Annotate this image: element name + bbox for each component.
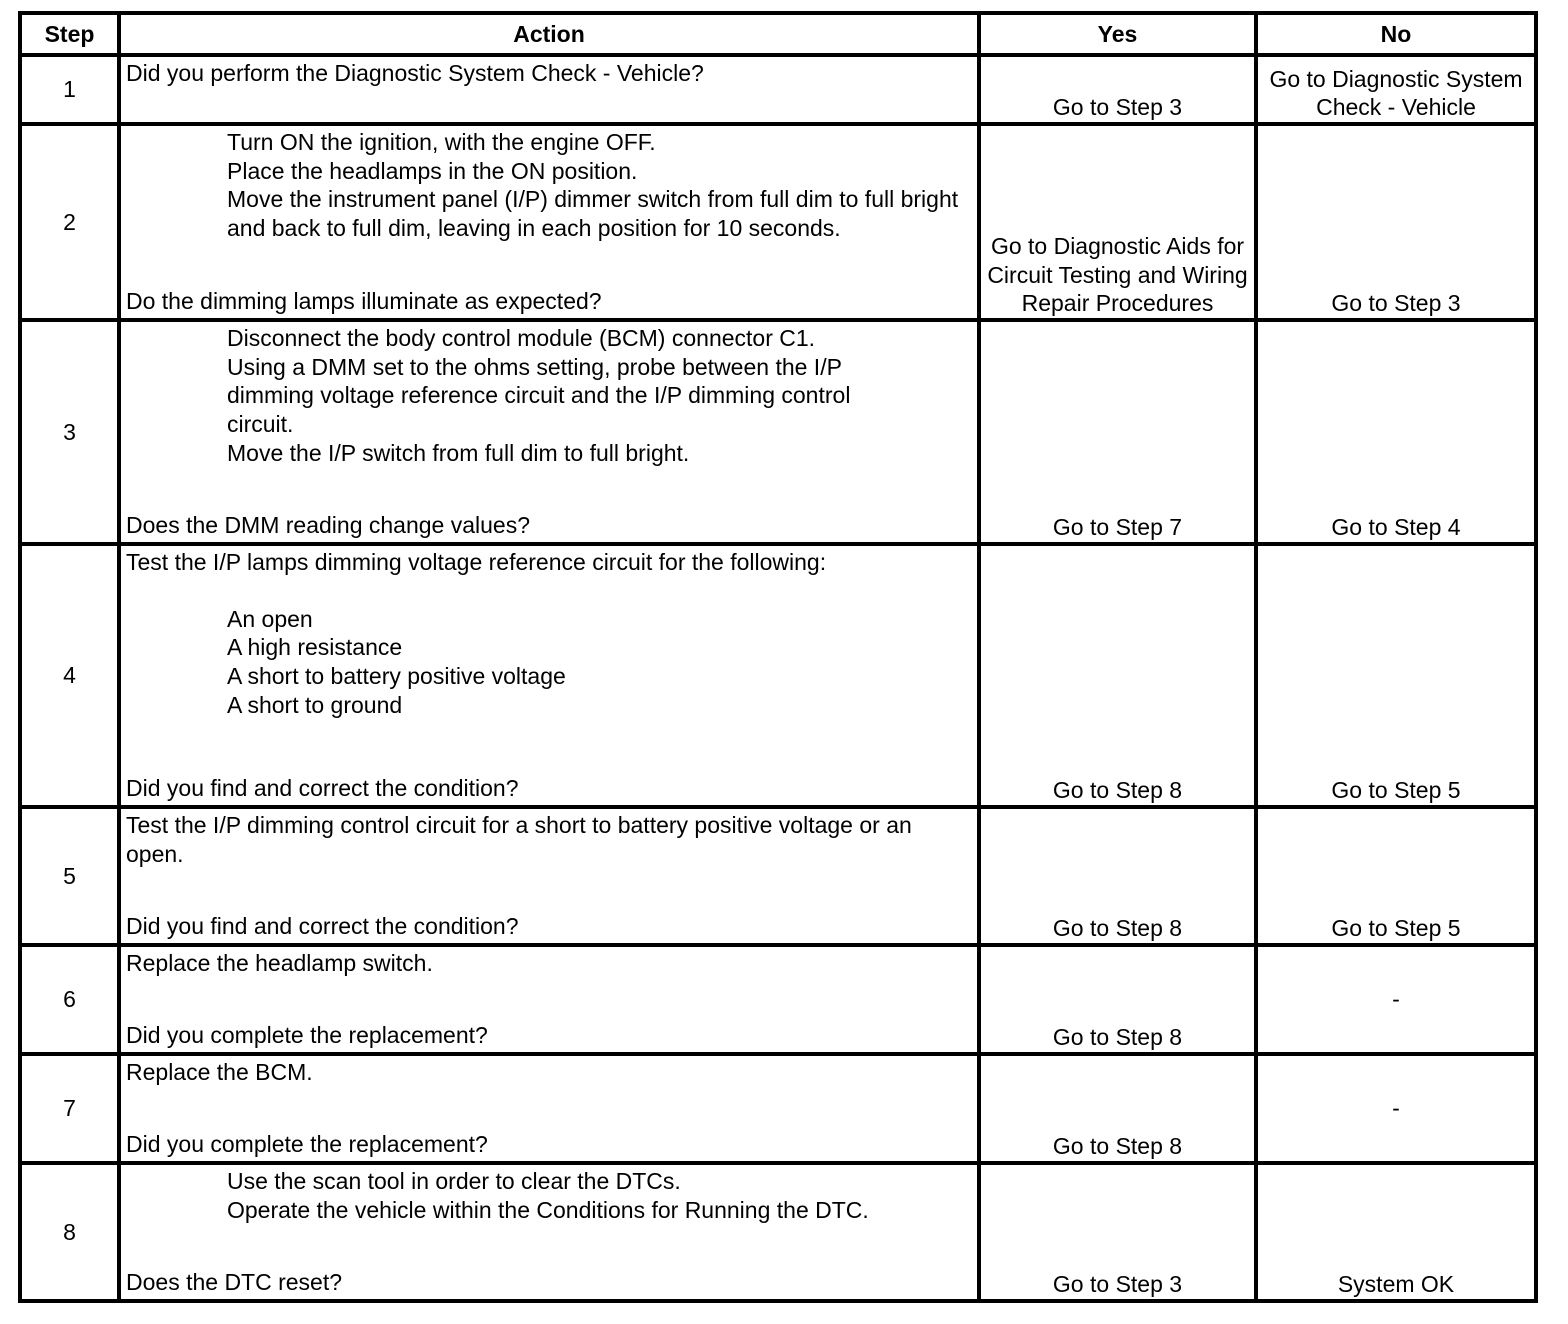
no-cell: Go to Step 4 xyxy=(1256,320,1536,544)
action-text: Replace the headlamp switch. xyxy=(126,950,433,976)
no-cell: Go to Step 3 xyxy=(1256,124,1536,320)
no-cell: Go to Step 5 xyxy=(1256,544,1536,807)
action-cell xyxy=(119,544,979,807)
action-cell xyxy=(119,124,979,320)
no-cell: Go to Step 5 xyxy=(1256,807,1536,945)
action-item: A short to battery positive voltage xyxy=(227,663,566,690)
action-item: Using a DMM set to the ohms setting, probe between the I/P dimming voltage reference circuit and the I/P dimming control circuit. xyxy=(227,353,851,438)
table-row xyxy=(20,1163,1536,1301)
action-cell xyxy=(119,1054,979,1163)
no-cell: - xyxy=(1256,945,1536,1054)
no-cell: Go to Diagnostic System Check - Vehicle xyxy=(1256,55,1536,124)
action-item: An open xyxy=(227,605,313,632)
step-number: 4 xyxy=(20,544,119,807)
action-question: Does the DTC reset? xyxy=(126,1269,343,1296)
table-row xyxy=(20,320,1536,544)
action-cell xyxy=(119,1163,979,1301)
table-row xyxy=(20,55,1536,124)
yes-cell: Go to Step 8 xyxy=(979,544,1256,807)
header-step: Step xyxy=(20,13,119,55)
no-cell: System OK xyxy=(1256,1163,1536,1301)
table-row xyxy=(20,124,1536,320)
action-question: Did you find and correct the condition? xyxy=(126,913,519,940)
yes-cell: Go to Step 8 xyxy=(979,1054,1256,1163)
header-yes: Yes xyxy=(979,13,1256,55)
action-item: Place the headlamps in the ON position. xyxy=(227,157,638,184)
action-question: Did you complete the replacement? xyxy=(126,1131,488,1158)
action-cell xyxy=(119,320,979,544)
header-row xyxy=(20,13,1536,55)
action-item: Operate the vehicle within the Conditions for Running the DTC. xyxy=(227,1196,869,1223)
action-item: Turn ON the ignition, with the engine OFF. xyxy=(227,129,656,155)
header-action: Action xyxy=(119,13,979,55)
action-cell xyxy=(119,55,979,124)
action-item: Use the scan tool in order to clear the DTCs. xyxy=(227,1168,681,1194)
step-number: 2 xyxy=(20,124,119,320)
action-text: Test the I/P dimming control circuit for a short to battery positive voltage or an open. xyxy=(126,812,912,867)
step-number: 8 xyxy=(20,1163,119,1301)
action-question: Did you complete the replacement? xyxy=(126,1022,488,1049)
action-text: Replace the BCM. xyxy=(126,1059,313,1085)
step-number: 7 xyxy=(20,1054,119,1163)
yes-cell: Go to Step 8 xyxy=(979,945,1256,1054)
step-number: 1 xyxy=(20,55,119,124)
table-row xyxy=(20,945,1536,1054)
table-row xyxy=(20,807,1536,945)
action-cell xyxy=(119,945,979,1054)
action-item: Move the instrument panel (I/P) dimmer switch from full dim to full bright and back to full dim, leaving in each position for 10 seconds. xyxy=(227,186,959,242)
yes-cell: Go to Step 3 xyxy=(979,1163,1256,1301)
action-item: Move the I/P switch from full dim to full bright. xyxy=(227,439,690,466)
step-number: 3 xyxy=(20,320,119,544)
yes-cell: Go to Step 8 xyxy=(979,807,1256,945)
table-row xyxy=(20,544,1536,807)
action-item: Disconnect the body control module (BCM) connector C1. xyxy=(227,325,816,351)
action-question: Do the dimming lamps illuminate as expected? xyxy=(126,288,602,315)
step-number: 6 xyxy=(20,945,119,1054)
yes-cell: Go to Step 7 xyxy=(979,320,1256,544)
action-cell xyxy=(119,807,979,945)
diagnostic-table xyxy=(18,11,1538,1303)
action-item: A short to ground xyxy=(227,691,403,718)
header-no: No xyxy=(1256,13,1536,55)
table-row xyxy=(20,1054,1536,1163)
step-number: 5 xyxy=(20,807,119,945)
action-question: Did you find and correct the condition? xyxy=(126,775,519,802)
yes-cell: Go to Step 3 xyxy=(979,55,1256,124)
action-text: Did you perform the Diagnostic System Check - Vehicle? xyxy=(126,60,704,86)
action-question: Does the DMM reading change values? xyxy=(126,512,531,539)
no-cell: - xyxy=(1256,1054,1536,1163)
spacer xyxy=(126,577,973,605)
yes-cell: Go to Diagnostic Aids for Circuit Testing and Wiring Repair Procedures xyxy=(979,124,1256,320)
action-text: Test the I/P lamps dimming voltage reference circuit for the following: xyxy=(126,549,827,575)
action-item: A high resistance xyxy=(227,634,403,661)
